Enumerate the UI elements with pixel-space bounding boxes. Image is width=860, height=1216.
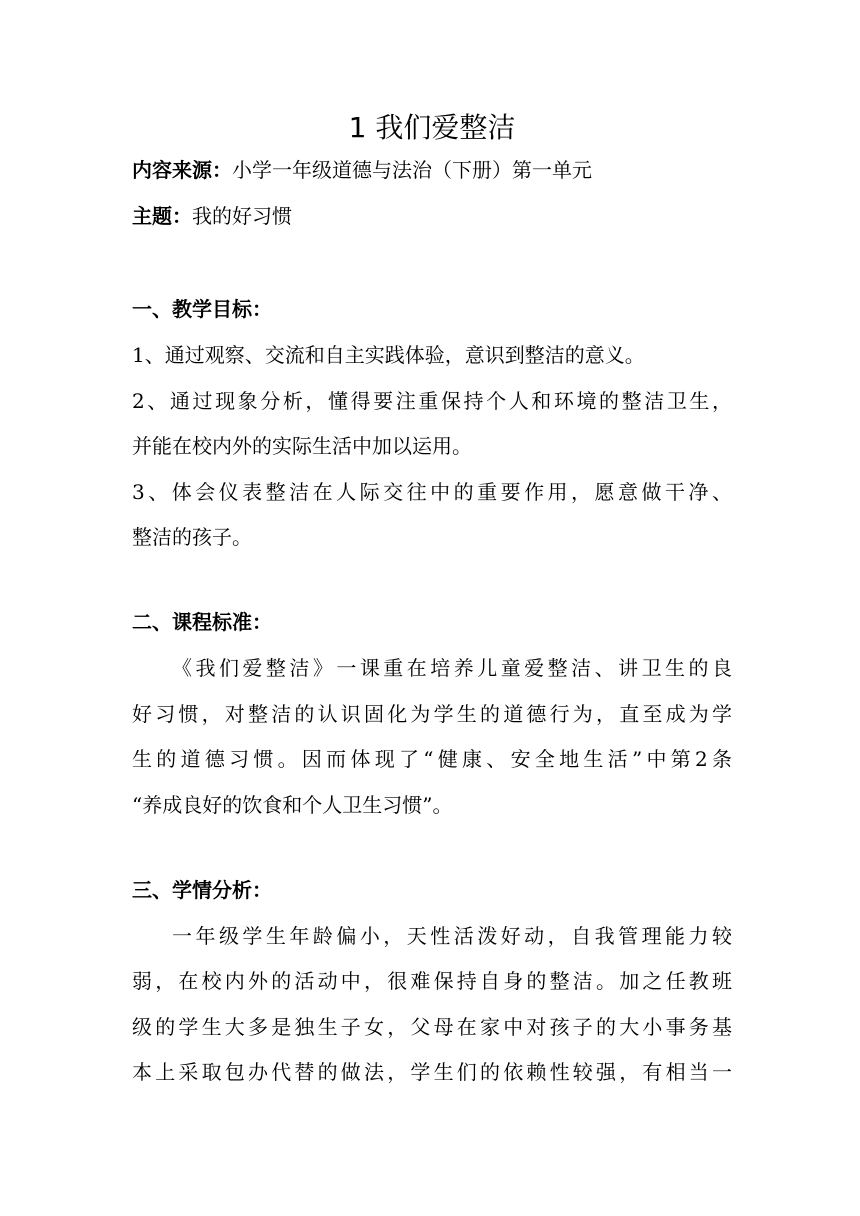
paragraph-line: 1、通过观察、交流和自主实践体验，意识到整洁的意义。 — [132, 343, 645, 367]
paragraph-line: 好习惯，对整洁的认识固化为学生的道德行为，直至成为学 — [132, 702, 732, 726]
paragraph-line: 并能在校内外的实际生活中加以运用。 — [132, 434, 472, 458]
paragraph-line: 生的道德习惯。因而体现了“健康、安全地生活”中第2条 — [132, 747, 732, 771]
meta-source-label: 内容来源： — [132, 158, 232, 182]
paragraph-line: 3、体会仪表整洁在人际交往中的重要作用，愿意做干净、 — [132, 480, 732, 504]
meta-source — [132, 155, 732, 185]
meta-theme-value: 我的好习惯 — [192, 204, 292, 228]
section-heading-analysis: 三、学情分析： — [132, 878, 272, 902]
meta-source-value: 小学一年级道德与法治（下册）第一单元 — [232, 158, 592, 182]
meta-theme — [132, 201, 732, 231]
paragraph-line: 本上采取包办代替的做法，学生们的依赖性较强，有相当一 — [132, 1060, 732, 1084]
meta-theme-label: 主题： — [132, 204, 192, 228]
paragraph-line: 整洁的孩子。 — [132, 525, 252, 549]
paragraph-line: “养成良好的饮食和个人卫生习惯”。 — [132, 793, 453, 817]
paragraph-line: 弱，在校内外的活动中，很难保持自身的整洁。加之任教班 — [132, 969, 732, 993]
section-heading-standards: 二、课程标准： — [132, 610, 272, 634]
paragraph-line: 《我们爱整洁》一课重在培养儿童爱整洁、讲卫生的良 — [172, 656, 732, 680]
section-heading-objectives: 一、教学目标： — [132, 297, 272, 321]
paragraph-line: 级的学生大多是独生子女，父母在家中对孩子的大小事务基 — [132, 1015, 732, 1039]
paragraph-line: 2、通过现象分析，懂得要注重保持个人和环境的整洁卫生， — [132, 389, 732, 413]
document-title: 1 我们爱整洁 — [348, 111, 516, 144]
paragraph-line: 一年级学生年龄偏小，天性活泼好动，自我管理能力较 — [172, 924, 732, 948]
